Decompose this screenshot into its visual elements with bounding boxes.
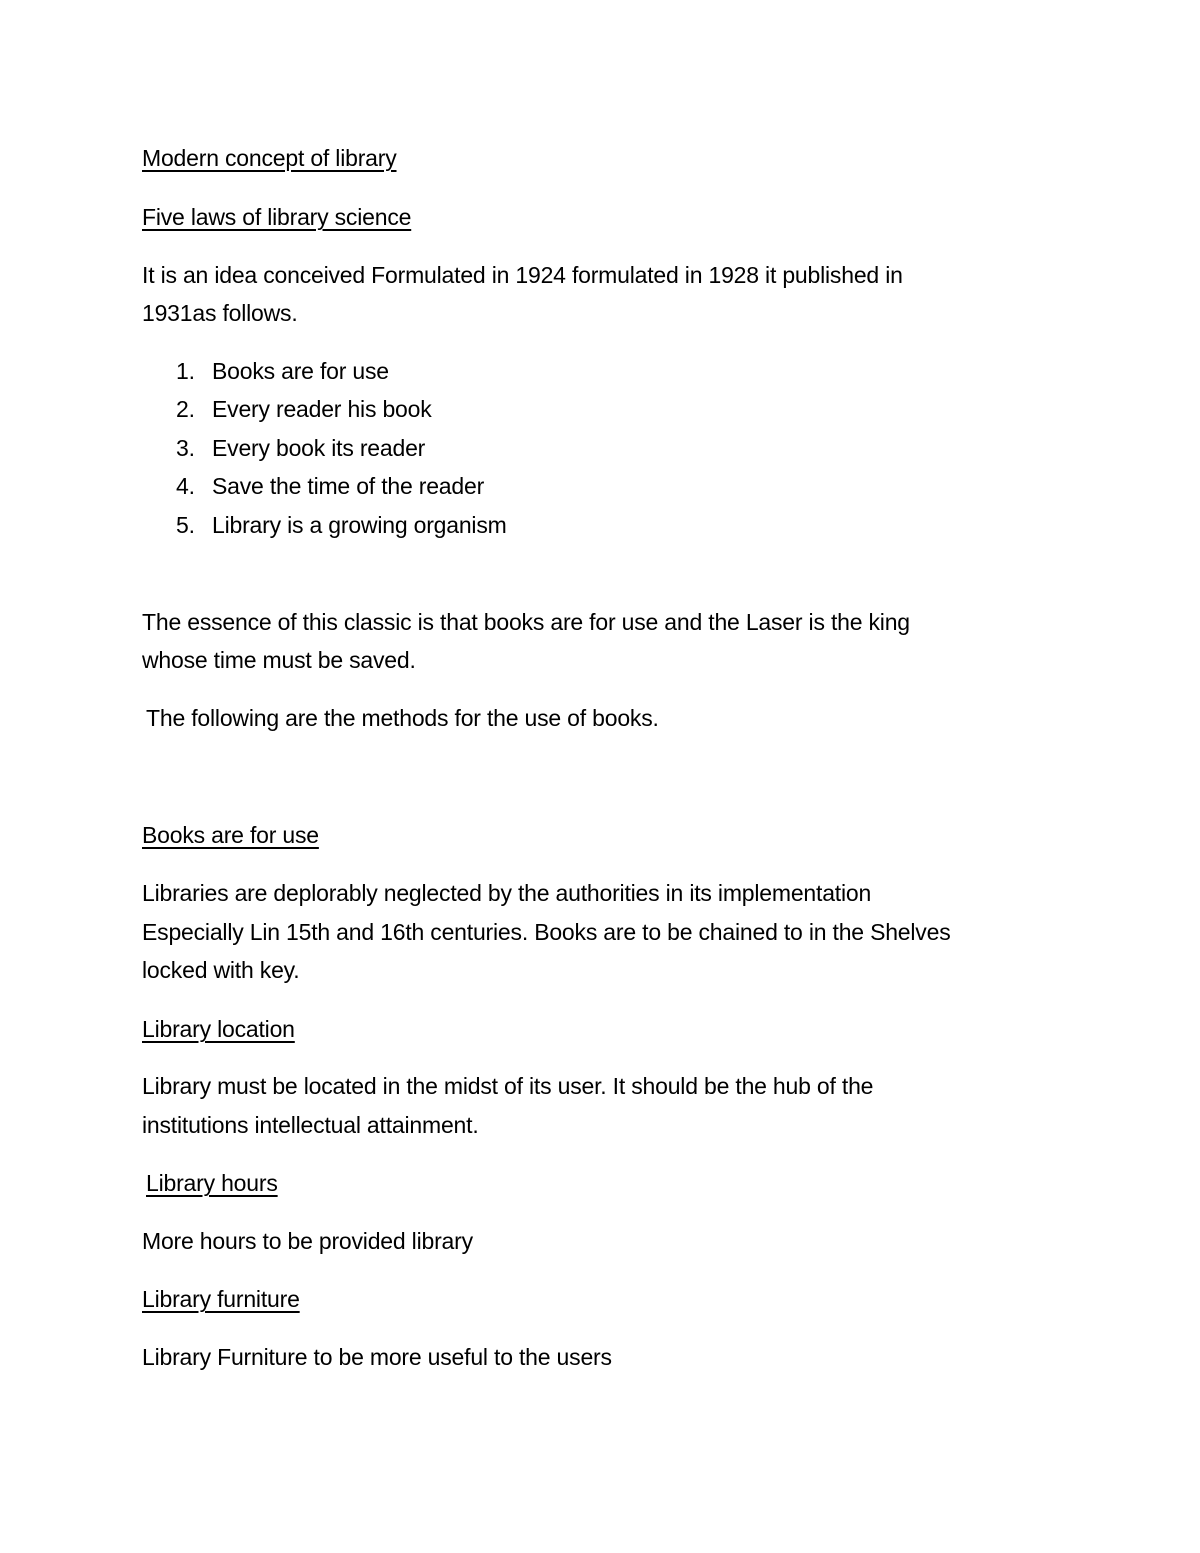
list-item-text: Books are for use (212, 358, 389, 384)
hours-paragraph: More hours to be provided library (142, 1228, 473, 1254)
list-item-text: Save the time of the reader (212, 473, 485, 499)
intro-paragraph-line-1: It is an idea conceived Formulated in 1924 formulated in 1928 it published in (142, 262, 903, 288)
methods-paragraph: The following are the methods for the use of books. (146, 705, 659, 731)
books-paragraph-line-2: Especially Lin 15th and 16th centuries. Books are to be chained to in the Shelves (142, 919, 951, 945)
document-title: Modern concept of library (142, 145, 397, 171)
intro-paragraph-line-2: 1931as follows. (142, 300, 298, 326)
list-item-number: 5. (176, 512, 195, 538)
list-item-text: Every book its reader (212, 435, 426, 461)
list-item-text: Every reader his book (212, 396, 432, 422)
location-paragraph-line-1: Library must be located in the midst of its user. It should be the hub of the (142, 1073, 874, 1099)
section-heading-library-location: Library location (142, 1016, 295, 1042)
list-item-number: 1. (176, 358, 195, 384)
essence-paragraph-line-2: whose time must be saved. (142, 647, 416, 673)
location-paragraph-line-2: institutions intellectual attainment. (142, 1112, 479, 1138)
list-item-number: 3. (176, 435, 195, 461)
essence-paragraph-line-1: The essence of this classic is that books are for use and the Laser is the king (142, 609, 910, 635)
furniture-paragraph: Library Furniture to be more useful to the users (142, 1344, 612, 1370)
section-heading-five-laws: Five laws of library science (142, 204, 412, 230)
section-heading-library-hours: Library hours (146, 1170, 278, 1196)
section-heading-library-furniture: Library furniture (142, 1286, 300, 1312)
list-item-text: Library is a growing organism (212, 512, 507, 538)
list-item-number: 4. (176, 473, 195, 499)
books-paragraph-line-3: locked with key. (142, 957, 300, 983)
list-item-number: 2. (176, 396, 195, 422)
books-paragraph-line-1: Libraries are deplorably neglected by the authorities in its implementation (142, 880, 872, 906)
section-heading-books-for-use: Books are for use (142, 822, 319, 848)
